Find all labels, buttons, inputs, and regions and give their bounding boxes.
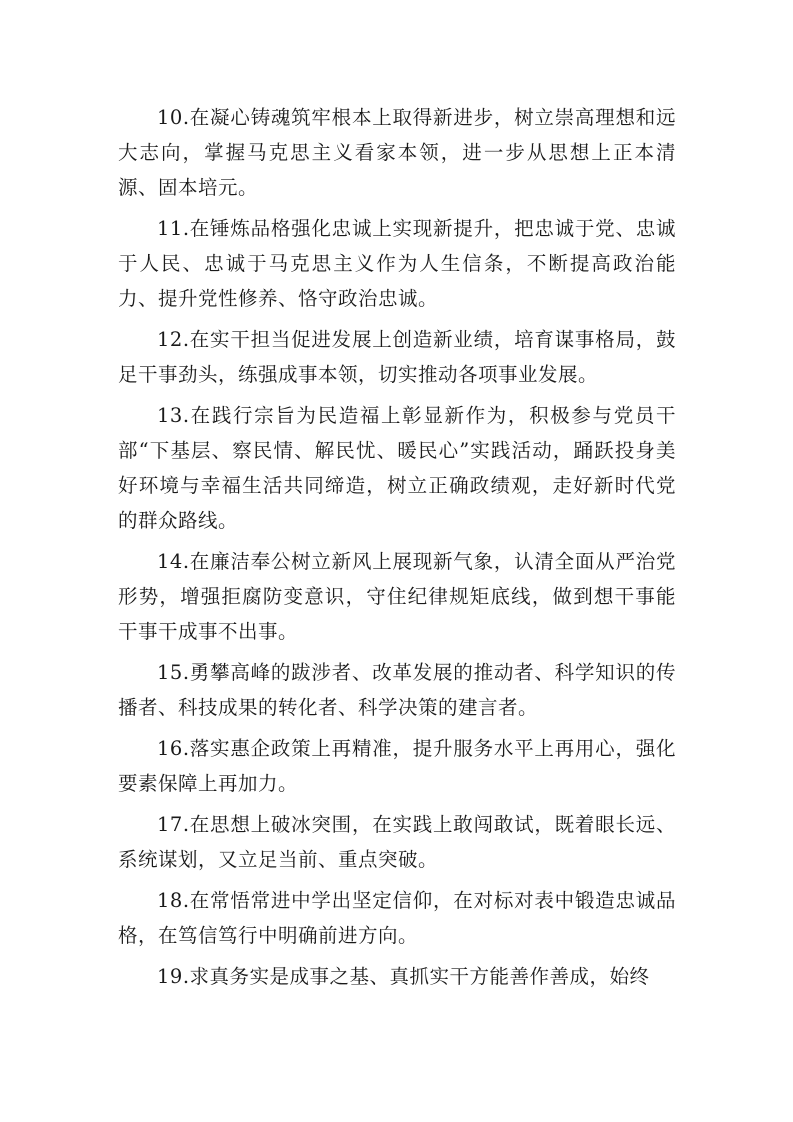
paragraph-15: 15.勇攀高峰的跋涉者、改革发展的推动者、科学知识的传播者、科技成果的转化者、科学决策的建言者。 <box>118 661 676 719</box>
paragraph-11: 11.在锤炼品格强化忠诚上实现新提升，把忠诚于党、忠诚于人民、忠诚于马克思主义作为人生信条，不断提高政治能力、提升党性修养、恪守政治忠诚。 <box>118 217 676 310</box>
paragraph-12: 12.在实干担当促进发展上创造新业绩，培育谋事格局，鼓足干事劲头，练强成事本领，切实推动各项事业发展。 <box>118 328 676 386</box>
paragraph-18: 18.在常悟常进中学出坚定信仰，在对标对表中锻造忠诚品格，在笃信笃行中明确前进方向。 <box>118 889 676 947</box>
paragraph-13: 13.在践行宗旨为民造福上彰显新作为，积极参与党员干部“下基层、察民情、解民忧、暖民心”实践活动，踊跃投身美好环境与幸福生活共同缔造，树立正确政绩观，走好新时代党的群众路线。 <box>118 404 676 532</box>
document-body <box>118 100 676 1000</box>
paragraph-10: 10.在凝心铸魂筑牢根本上取得新进步，树立崇高理想和远大志向，掌握马克思主义看家本领，进一步从思想上正本清源、固本培元。 <box>118 106 676 199</box>
paragraph-19: 19.求真务实是成事之基、真抓实干方能善作善成，始终 <box>157 965 650 988</box>
paragraph-14: 14.在廉洁奉公树立新风上展现新气象，认清全面从严治党形势，增强拒腐防变意识，守住纪律规矩底线，做到想干事能干事干成事不出事。 <box>118 550 676 643</box>
paragraph-17: 17.在思想上破冰突围，在实践上敢闯敢试，既着眼长远、系统谋划，又立足当前、重点突破。 <box>118 813 676 871</box>
paragraph-16: 16.落实惠企政策上再精准，提升服务水平上再用心，强化要素保障上再加力。 <box>118 737 676 795</box>
